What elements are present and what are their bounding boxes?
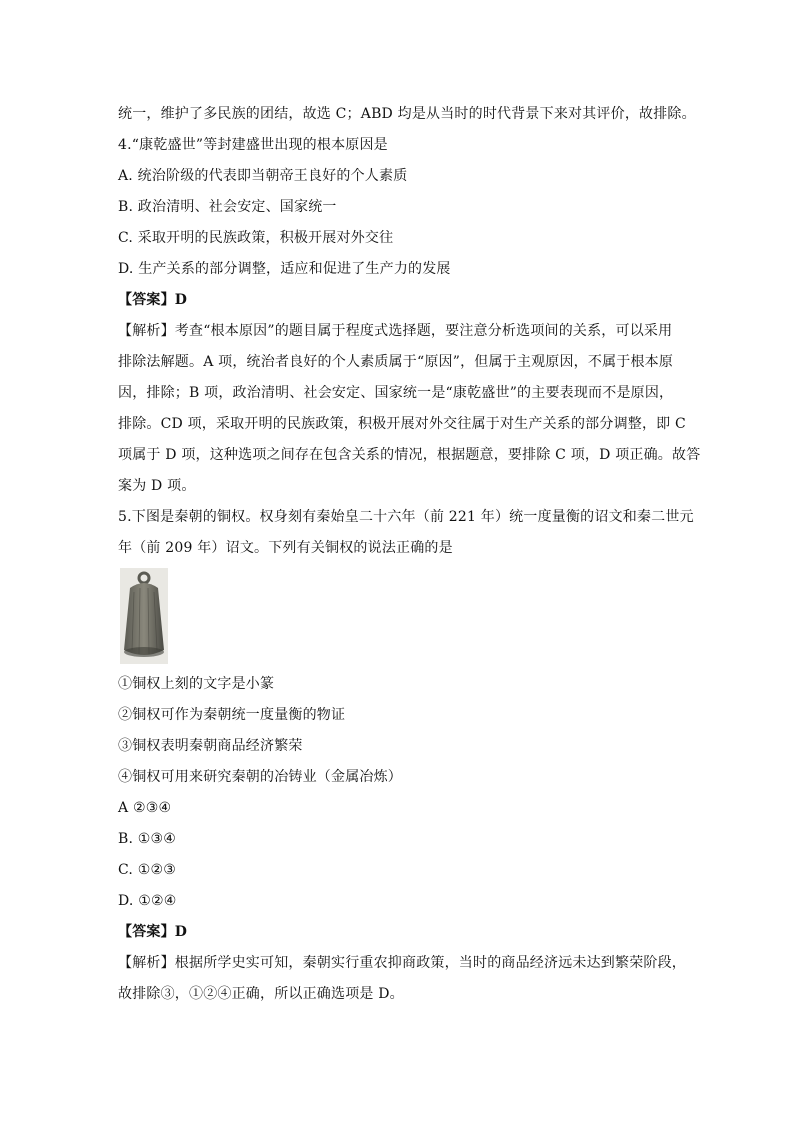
question-5-stem-line-2: 年（前 209 年）诏文。下列有关铜权的说法正确的是 xyxy=(118,540,453,556)
question-5-option-b: B. ①③④ xyxy=(118,831,177,847)
question-5-statement-2: ②铜权可作为秦朝统一度量衡的物证 xyxy=(118,707,346,723)
question-4-answer: 【答案】D xyxy=(118,292,188,308)
question-4-option-b: B. 政治清明、社会安定、国家统一 xyxy=(118,199,337,215)
question-4-analysis-line-5: 项属于 D 项，这种选项之间存在包含关系的情况，根据题意，要排除 C 项，D 项正确。故答 xyxy=(118,447,701,463)
question-5-stem-line-1: 5.下图是秦朝的铜权。权身刻有秦始皇二十六年（前 221 年）统一度量衡的诏文和秦二世元 xyxy=(118,509,694,525)
question-4-option-c: C. 采取开明的民族政策，积极开展对外交往 xyxy=(118,230,394,246)
question-5-option-d: D. ①②④ xyxy=(118,893,177,909)
question-4-analysis-line-1: 【解析】考查“根本原因”的题目属于程度式选择题，要注意分析选项间的关系，可以采用 xyxy=(118,323,673,339)
question-4-analysis-line-3: 因，排除；B 项，政治清明、社会安定、国家统一是“康乾盛世”的主要表现而不是原因， xyxy=(118,385,674,401)
question-5-answer: 【答案】D xyxy=(118,924,188,940)
text-line-continuation: 统一，维护了多民族的团结，故选 C；ABD 均是从当时的时代背景下来对其评价，故排除。 xyxy=(118,106,696,122)
question-5-analysis-line-1: 【解析】根据所学史实可知，秦朝实行重农抑商政策，当时的商品经济远未达到繁荣阶段， xyxy=(118,955,686,971)
question-5-statement-3: ③铜权表明秦朝商品经济繁荣 xyxy=(118,738,303,754)
question-4-stem: 4.“康乾盛世”等封建盛世出现的根本原因是 xyxy=(118,137,388,153)
question-5-statement-1: ①铜权上刻的文字是小篆 xyxy=(118,676,275,692)
question-5-analysis-line-2: 故排除③，①②④正确，所以正确选项是 D。 xyxy=(118,986,404,1002)
question-4-analysis-line-4: 排除。CD 项，采取开明的民族政策，积极开展对外交往属于对生产关系的部分调整，即 C xyxy=(118,416,686,432)
question-4-option-a: A. 统治阶级的代表即当朝帝王良好的个人素质 xyxy=(118,168,408,184)
question-4-analysis-line-2: 排除法解题。A 项，统治者良好的个人素质属于“原因”，但属于主观原因，不属于根本原 xyxy=(118,354,674,370)
bronze-weight-image xyxy=(120,568,168,664)
question-5-option-c: C. ①②③ xyxy=(118,862,176,878)
question-5-option-a: A ②③④ xyxy=(118,800,172,816)
question-4-option-d: D. 生产关系的部分调整，适应和促进了生产力的发展 xyxy=(118,261,451,277)
question-4-analysis-line-6: 案为 D 项。 xyxy=(118,478,196,494)
question-5-statement-4: ④铜权可用来研究秦朝的冶铸业（金属冶炼） xyxy=(118,769,402,785)
